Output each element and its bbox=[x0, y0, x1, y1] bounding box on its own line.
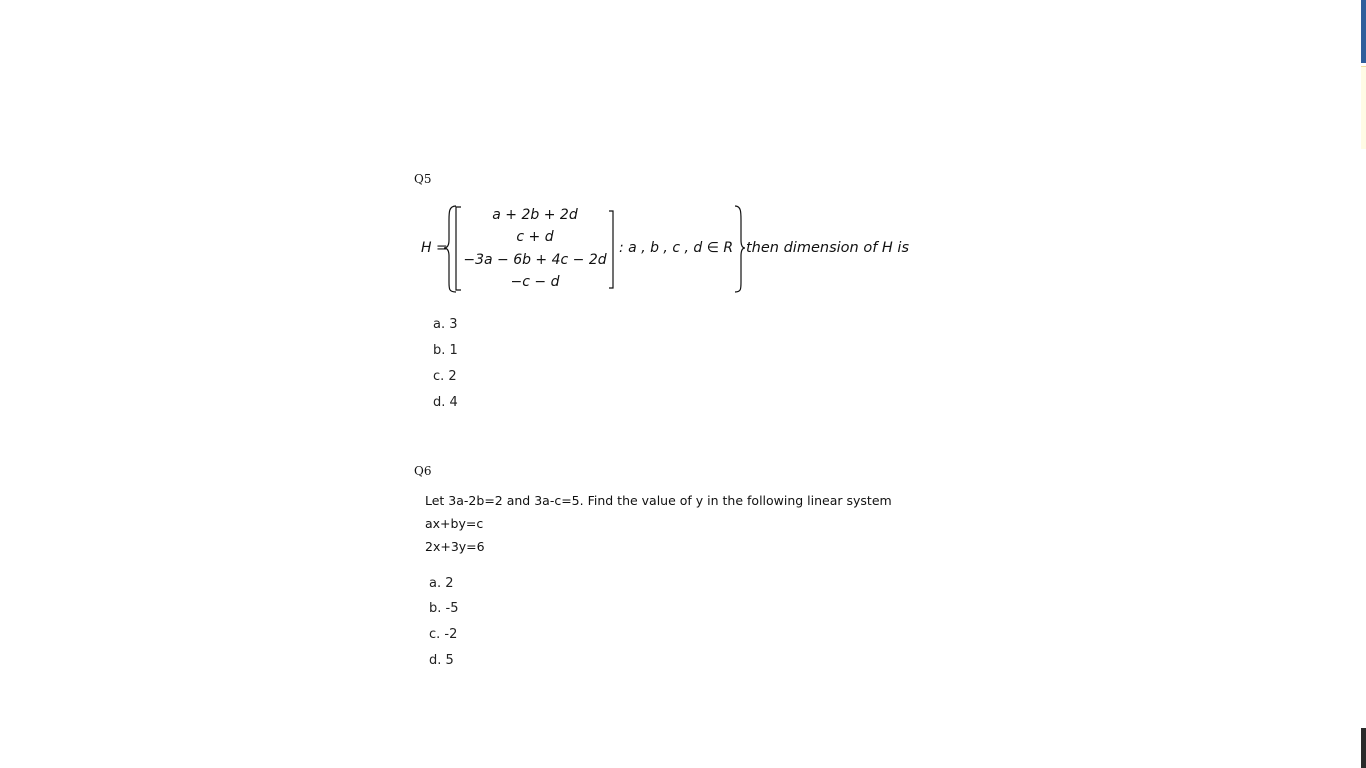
question-label-q6: Q6 bbox=[414, 464, 432, 478]
matrix-row-4: −c − d bbox=[510, 274, 560, 290]
q6-equation-2: 2x+3y=6 bbox=[425, 539, 485, 554]
q6-option-c[interactable]: c. -2 bbox=[429, 627, 458, 642]
set-lhs: H = bbox=[421, 240, 448, 256]
q6-option-b[interactable]: b. -5 bbox=[429, 601, 459, 616]
right-curly-brace bbox=[735, 206, 745, 292]
q6-equation-1: ax+by=c bbox=[425, 516, 484, 531]
matrix-row-2: c + d bbox=[516, 229, 554, 245]
q5-option-d[interactable]: d. 4 bbox=[433, 395, 458, 410]
left-curly-brace bbox=[444, 206, 456, 292]
q5-option-b[interactable]: b. 1 bbox=[433, 343, 458, 358]
q6-option-a[interactable]: a. 2 bbox=[429, 576, 454, 591]
matrix-row-1: a + 2b + 2d bbox=[492, 207, 578, 223]
matrix-row-3: −3a − 6b + 4c − 2d bbox=[463, 252, 607, 268]
q6-option-d[interactable]: d. 5 bbox=[429, 653, 454, 668]
q5-option-a[interactable]: a. 3 bbox=[433, 317, 458, 332]
set-condition: : a , b , c , d ∈ R bbox=[619, 240, 734, 256]
question-suffix: then dimension of H is bbox=[746, 240, 909, 256]
q6-prompt: Let 3a-2b=2 and 3a-c=5. Find the value of y in the following linear system bbox=[425, 493, 892, 508]
q5-option-c[interactable]: c. 2 bbox=[433, 369, 457, 384]
question-label-q5: Q5 bbox=[414, 172, 432, 186]
